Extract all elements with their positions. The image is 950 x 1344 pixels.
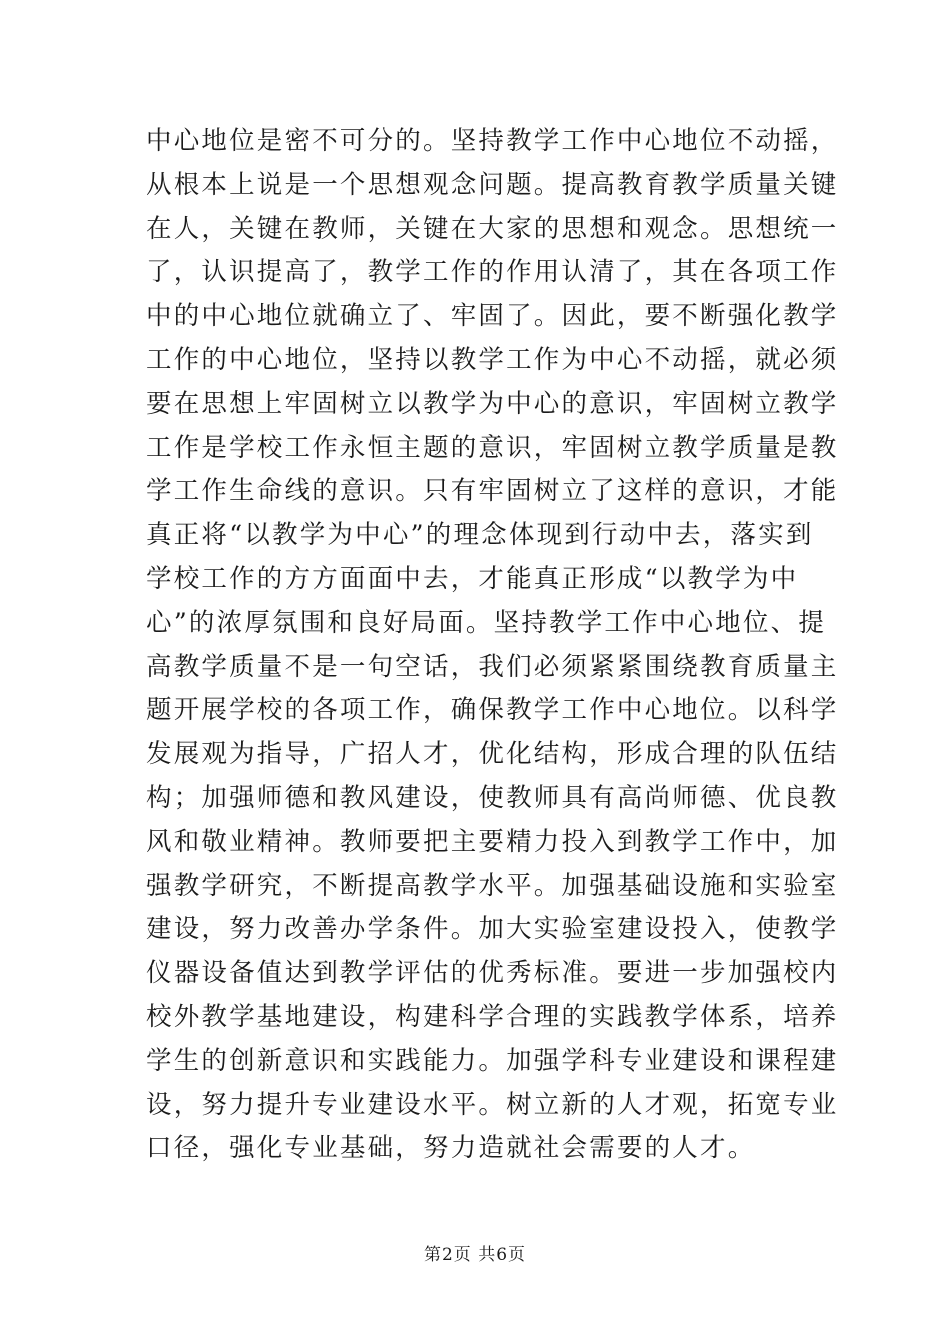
text-line: 仪器设备值达到教学评估的优秀标准。要进一步加强校内 <box>146 958 839 989</box>
text-line: 要在思想上牢固树立以教学为中心的意识，牢固树立教学 <box>146 388 839 419</box>
text-line: 风和敬业精神。教师要把主要精力投入到教学工作中，加 <box>146 826 839 857</box>
text-line: 发展观为指导，广招人才，优化结构，形成合理的队伍结 <box>146 739 839 770</box>
text-line: 学生的创新意识和实践能力。加强学科专业建设和课程建 <box>146 1045 839 1076</box>
text-line: 题开展学校的各项工作，确保教学工作中心地位。以科学 <box>146 695 839 726</box>
text-line: 校外教学基地建设，构建科学合理的实践教学体系，培养 <box>146 1001 839 1032</box>
page-number-footer: 第2页 共6页 <box>423 1245 527 1265</box>
text-line: 工作是学校工作永恒主题的意识，牢固树立教学质量是教 <box>146 432 839 463</box>
text-line: 心”的浓厚氛围和良好局面。坚持教学工作中心地位、提 <box>146 607 827 638</box>
text-line: 强教学研究，不断提高教学水平。加强基础设施和实验室 <box>146 870 839 901</box>
text-line: 了，认识提高了，教学工作的作用认清了，其在各项工作 <box>146 257 839 288</box>
text-line: 真正将“以教学为中心”的理念体现到行动中去，落实到 <box>146 520 814 551</box>
text-line: 中的中心地位就确立了、牢固了。因此，要不断强化教学 <box>146 301 839 332</box>
text-line: 从根本上说是一个思想观念问题。提高教育教学质量关键 <box>146 169 839 200</box>
text-line: 设，努力提升专业建设水平。树立新的人才观，拓宽专业 <box>146 1089 839 1120</box>
text-line: 中心地位是密不可分的。坚持教学工作中心地位不动摇， <box>146 126 839 156</box>
text-line: 学校工作的方方面面中去，才能真正形成“以教学为中 <box>146 563 799 594</box>
text-line: 口径，强化专业基础，努力造就社会需要的人才。 <box>146 1133 756 1164</box>
text-line: 建设，努力改善办学条件。加大实验室建设投入，使教学 <box>146 914 839 945</box>
text-line: 学工作生命线的意识。只有牢固树立了这样的意识，才能 <box>146 476 839 507</box>
text-line: 工作的中心地位，坚持以教学工作为中心不动摇，就必须 <box>146 344 839 375</box>
text-line: 高教学质量不是一句空话，我们必须紧紧围绕教育质量主 <box>146 651 839 682</box>
text-line: 在人，关键在教师，关键在大家的思想和观念。思想统一 <box>146 213 839 244</box>
body-paragraph <box>146 120 839 1171</box>
text-line: 构；加强师德和教风建设，使教师具有高尚师德、优良教 <box>146 782 839 813</box>
